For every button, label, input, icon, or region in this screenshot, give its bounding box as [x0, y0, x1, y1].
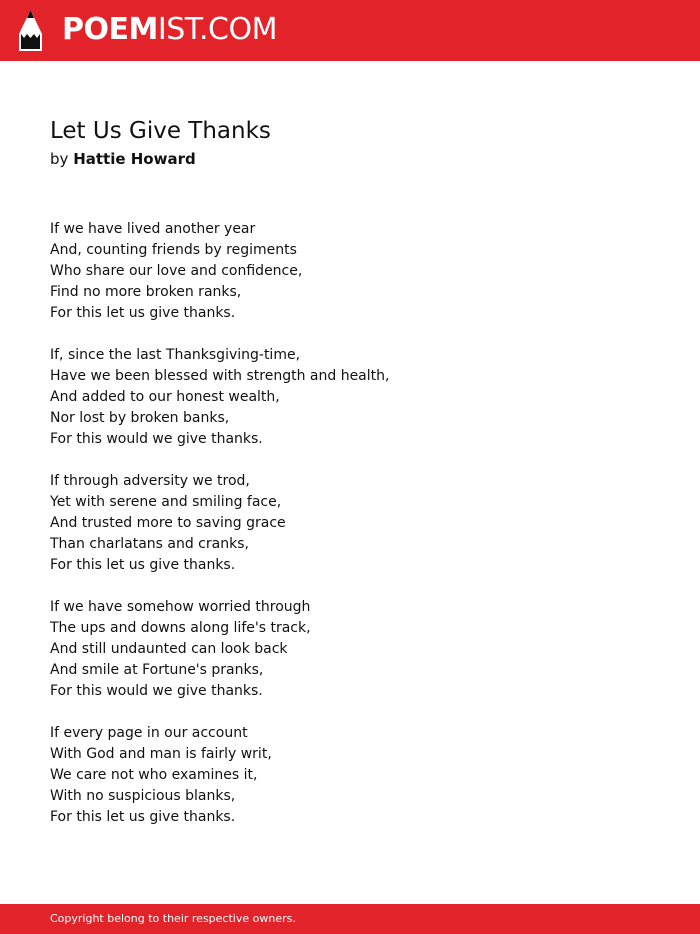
poem-line: Have we been blessed with strength and health, [50, 368, 390, 384]
poem-line: Yet with serene and smiling face, [50, 494, 282, 510]
poem-line: If we have somehow worried through [50, 599, 311, 615]
poem-line: For this would we give thanks. [50, 683, 263, 699]
site-logo[interactable] [62, 12, 277, 48]
stanza [50, 471, 650, 576]
site-footer [0, 904, 700, 934]
stanza [50, 219, 650, 324]
poem-line: And still undaunted can look back [50, 641, 288, 657]
poem-line: And trusted more to saving grace [50, 515, 286, 531]
poem-line: With no suspicious blanks, [50, 788, 236, 804]
poem-line: With God and man is fairly writ, [50, 746, 272, 762]
poem-line: Than charlatans and cranks, [50, 536, 249, 552]
byline [50, 149, 196, 169]
pencil-tip-icon [17, 9, 44, 52]
poem-title: Let Us Give Thanks [50, 118, 271, 144]
poem-line: Find no more broken ranks, [50, 284, 242, 300]
poem-line: The ups and downs along life's track, [50, 620, 311, 636]
poem-author: Hattie Howard [73, 150, 196, 168]
copyright-notice: Copyright belong to their respective owners. [50, 912, 296, 925]
stanza [50, 723, 650, 828]
poem-line: We care not who examines it, [50, 767, 258, 783]
site-header [0, 0, 700, 61]
poem-line: If every page in our account [50, 725, 248, 741]
poem-line: And added to our honest wealth, [50, 389, 280, 405]
poem-line: If, since the last Thanksgiving-time, [50, 347, 301, 363]
poem-body [50, 219, 650, 849]
poem-line: If we have lived another year [50, 221, 256, 237]
poem-line: Nor lost by broken banks, [50, 410, 230, 426]
poem-line: For this would we give thanks. [50, 431, 263, 447]
poem-line: If through adversity we trod, [50, 473, 250, 489]
poem-line: And, counting friends by regiments [50, 242, 297, 258]
brand-bold: POEM [62, 12, 158, 47]
stanza [50, 345, 650, 450]
poem-line: Who share our love and confidence, [50, 263, 303, 279]
poem-line: For this let us give thanks. [50, 557, 236, 573]
by-label: by [50, 150, 69, 168]
poem-line: For this let us give thanks. [50, 305, 236, 321]
poem-line: For this let us give thanks. [50, 809, 236, 825]
stanza [50, 597, 650, 702]
brand-light: IST.COM [157, 12, 277, 47]
poem-line: And smile at Fortune's pranks, [50, 662, 264, 678]
